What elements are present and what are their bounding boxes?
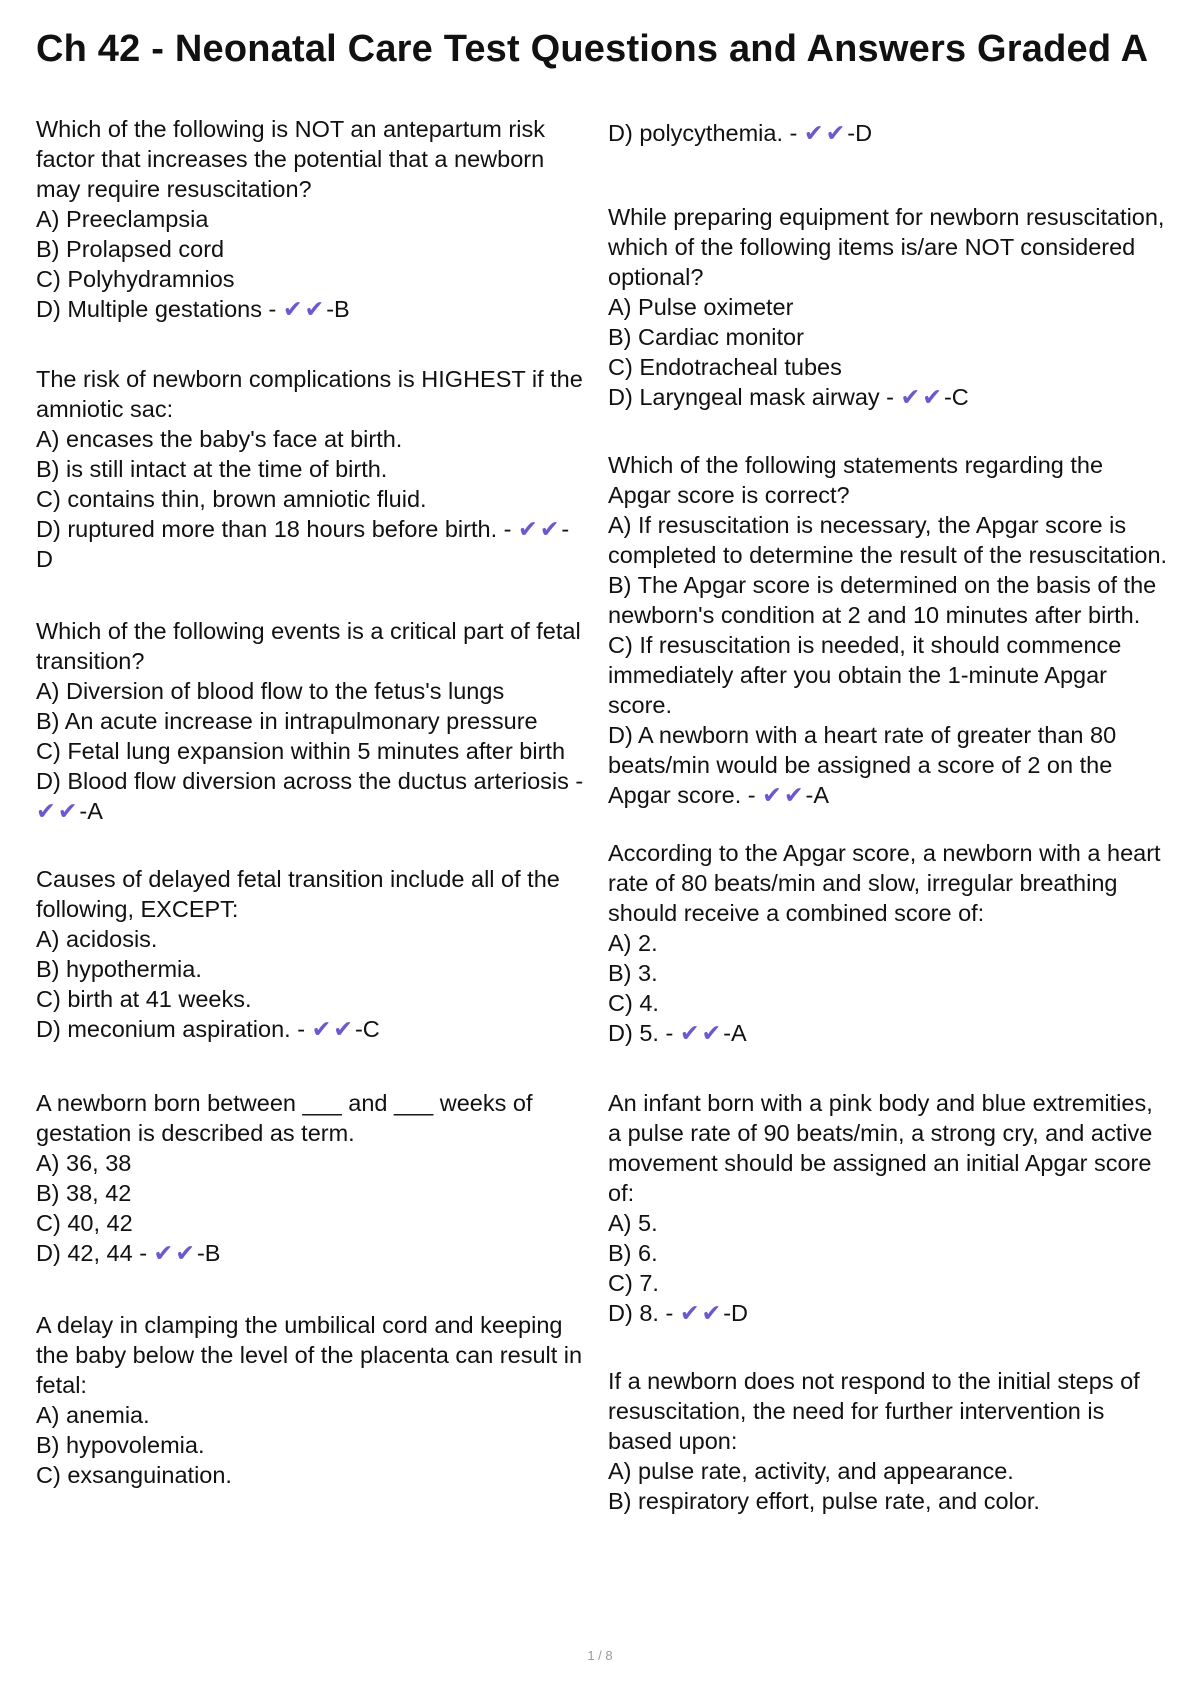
answer-option: B) 6. — [608, 1240, 658, 1266]
question-9 — [608, 838, 1161, 1048]
answer-option: A) 5. — [608, 1210, 658, 1236]
answer-option: B) Cardiac monitor — [608, 324, 804, 350]
correct-answer: -D — [723, 1300, 748, 1326]
correct-answer: -A — [723, 1020, 747, 1046]
answer-option-text: D) Blood flow diversion across the ductus arteriosis - — [36, 768, 584, 794]
answer-option-last — [608, 1018, 1161, 1048]
answer-option: A) Preeclampsia — [36, 206, 209, 232]
answer-option-text: D) 8. - — [608, 1300, 680, 1326]
answer-option-last — [36, 1238, 532, 1268]
answer-option: A) Pulse oximeter — [608, 294, 794, 320]
answer-option-last — [608, 118, 872, 148]
check-mark-icon: ✔✔ — [679, 1020, 724, 1046]
question-stem-line: fetal: — [36, 1372, 87, 1398]
answer-option-last-cont — [36, 796, 583, 826]
answer-option-text: D) 5. - — [608, 1020, 680, 1046]
question-stem-line: the baby below the level of the placenta can result in — [36, 1342, 583, 1368]
answer-option: completed to determine the result of the resuscitation. — [608, 542, 1168, 568]
question-stem-line: optional? — [608, 264, 704, 290]
question-stem-line: Causes of delayed fetal transition include all of the — [36, 866, 560, 892]
question-stem-line: which of the following items is/are NOT considered — [608, 234, 1136, 260]
question-stem-line: gestation is described as term. — [36, 1120, 355, 1146]
check-mark-icon: ✔✔ — [900, 384, 944, 410]
question-3 — [36, 616, 583, 826]
question-stem-line: resuscitation, the need for further intervention is — [608, 1398, 1105, 1424]
answer-option: C) exsanguination. — [36, 1462, 232, 1488]
check-mark-icon: ✔✔ — [36, 798, 80, 824]
answer-option-text: D) polycythemia. - — [608, 120, 804, 146]
question-stem-line: A newborn born between ___ and ___ weeks of — [36, 1090, 533, 1116]
question-stem-line: If a newborn does not respond to the initial steps of — [608, 1368, 1140, 1394]
correct-answer: -D — [847, 120, 873, 146]
answer-option: B) The Apgar score is determined on the basis of the — [608, 572, 1157, 598]
answer-option-text: D) ruptured more than 18 hours before birth. - — [36, 516, 518, 542]
answer-option-text: D) 42, 44 - — [36, 1240, 154, 1266]
question-stem-line: transition? — [36, 648, 145, 674]
question-stem-line: amniotic sac: — [36, 396, 174, 422]
question-stem-line: While preparing equipment for newborn resuscitation, — [608, 204, 1165, 230]
answer-option: C) 7. — [608, 1270, 659, 1296]
question-stem-line: based upon: — [608, 1428, 738, 1454]
answer-option: B) 3. — [608, 960, 658, 986]
question-stem-line: rate of 80 beats/min and slow, irregular breathing — [608, 870, 1118, 896]
check-mark-icon: ✔✔ — [679, 1300, 724, 1326]
question-stem-line: A delay in clamping the umbilical cord and keeping — [36, 1312, 563, 1338]
answer-option: B) is still intact at the time of birth. — [36, 456, 388, 482]
answer-option-text: D) meconium aspiration. - — [36, 1016, 312, 1042]
answer-option: A) anemia. — [36, 1402, 150, 1428]
answer-option: C) 4. — [608, 990, 659, 1016]
answer-option: A) Diversion of blood flow to the fetus's lungs — [36, 678, 505, 704]
correct-answer: -A — [79, 798, 103, 824]
answer-option: C) 40, 42 — [36, 1210, 133, 1236]
answer-option: A) encases the baby's face at birth. — [36, 426, 403, 452]
question-stem-line: An infant born with a pink body and blue extremities, — [608, 1090, 1153, 1116]
answer-option: C) Polyhydramnios — [36, 266, 235, 292]
answer-option-text: Apgar score. - — [608, 782, 763, 808]
answer-option: A) If resuscitation is necessary, the Apgar score is — [608, 512, 1127, 538]
answer-option-last — [608, 1298, 1153, 1328]
answer-option: immediately after you obtain the 1-minute Apgar — [608, 662, 1107, 688]
answer-option: B) Prolapsed cord — [36, 236, 225, 262]
question-6 — [36, 1310, 582, 1490]
question-10 — [608, 1088, 1153, 1328]
question-stem-line: may require resuscitation? — [36, 176, 312, 202]
correct-answer: -B — [196, 1240, 221, 1266]
question-2 — [36, 364, 583, 574]
answer-option: B) respiratory effort, pulse rate, and color. — [608, 1488, 1040, 1514]
answer-option-last — [608, 780, 1167, 810]
question-stem-line: of: — [608, 1180, 635, 1206]
correct-answer: -B — [326, 296, 350, 322]
question-stem-line: Apgar score is correct? — [608, 482, 850, 508]
check-mark-icon: ✔✔ — [518, 516, 562, 542]
answer-option: C) Fetal lung expansion within 5 minutes after birth — [36, 738, 566, 764]
correct-answer: -A — [805, 782, 830, 808]
page-title: Ch 42 - Neonatal Care Test Questions and Answers Graded A — [36, 28, 1149, 70]
check-mark-icon: ✔✔ — [311, 1016, 355, 1042]
question-5 — [36, 1088, 532, 1268]
answer-option-last — [36, 294, 545, 324]
question-stem-line: should receive a combined score of: — [608, 900, 985, 926]
answer-option: C) birth at 41 weeks. — [36, 986, 252, 1012]
question-stem-line: movement should be assigned an initial Apgar score — [608, 1150, 1152, 1176]
question-stem-line: Which of the following events is a critical part of fetal — [36, 618, 581, 644]
question-stem-line: The risk of newborn complications is HIGHEST if the — [36, 366, 583, 392]
check-mark-icon: ✔✔ — [153, 1240, 197, 1266]
question-stem-line: following, EXCEPT: — [36, 896, 239, 922]
answer-option: A) acidosis. — [36, 926, 158, 952]
question-stem-line: factor that increases the potential that a newborn — [36, 146, 545, 172]
answer-option: C) contains thin, brown amniotic fluid. — [36, 486, 427, 512]
check-mark-icon: ✔✔ — [803, 120, 848, 146]
question-1 — [36, 114, 545, 324]
answer-option: A) pulse rate, activity, and appearance. — [608, 1458, 1014, 1484]
question-stem-line: According to the Apgar score, a newborn with a heart — [608, 840, 1161, 866]
answer-option: B) An acute increase in intrapulmonary pressure — [36, 708, 538, 734]
page-number: 1 / 8 — [587, 1648, 613, 1663]
question-stem-line: a pulse rate of 90 beats/min, a strong cry, and active — [608, 1120, 1153, 1146]
answer-option: D) A newborn with a heart rate of greater than 80 — [608, 722, 1117, 748]
answer-option: A) 2. — [608, 930, 658, 956]
question-7 — [608, 202, 1164, 412]
correct-answer: -C — [354, 1016, 380, 1042]
answer-option-text: D) Laryngeal mask airway - — [608, 384, 901, 410]
correct-answer-cont: D — [36, 546, 53, 572]
check-mark-icon: ✔✔ — [282, 296, 327, 322]
answer-option: A) 36, 38 — [36, 1150, 132, 1176]
answer-option: B) hypovolemia. — [36, 1432, 205, 1458]
answer-option: B) 38, 42 — [36, 1180, 132, 1206]
answer-option: beats/min would be assigned a score of 2 on the — [608, 752, 1113, 778]
question-stem-line: Which of the following is NOT an antepartum risk — [36, 116, 545, 142]
answer-option: C) If resuscitation is needed, it should commence — [608, 632, 1122, 658]
question-4 — [36, 864, 560, 1044]
answer-option-last — [36, 1014, 560, 1044]
answer-option-last — [36, 514, 583, 544]
question-8 — [608, 450, 1167, 810]
question-11 — [608, 1366, 1140, 1516]
question-stem-line: Which of the following statements regarding the — [608, 452, 1104, 478]
answer-option: B) hypothermia. — [36, 956, 202, 982]
answer-option: C) Endotracheal tubes — [608, 354, 842, 380]
answer-option-text: D) Multiple gestations - — [36, 296, 283, 322]
answer-option-last — [36, 766, 583, 796]
correct-answer: -C — [943, 384, 969, 410]
answer-option: score. — [608, 692, 672, 718]
question-6-answer — [608, 118, 872, 148]
answer-option: newborn's condition at 2 and 10 minutes after birth. — [608, 602, 1141, 628]
correct-answer: - — [561, 516, 570, 542]
answer-option-last — [608, 382, 1164, 412]
check-mark-icon: ✔✔ — [762, 782, 806, 808]
